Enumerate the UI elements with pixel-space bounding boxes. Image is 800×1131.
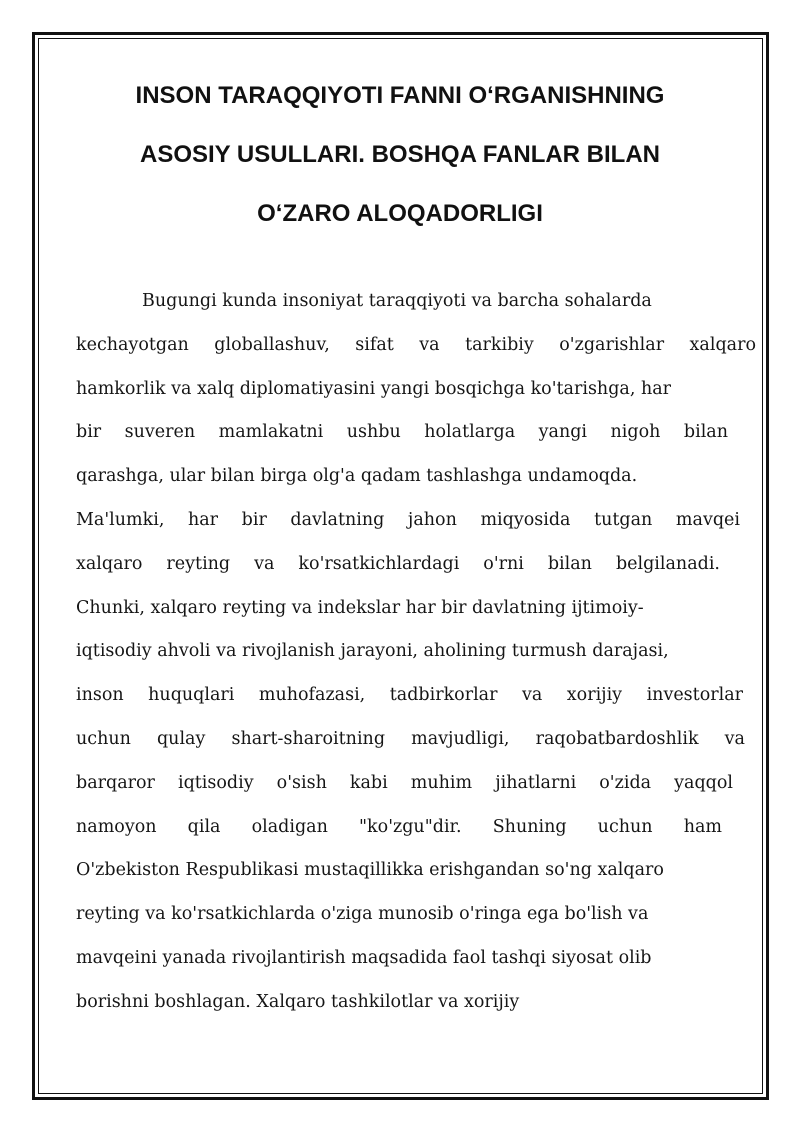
title-line: O‘ZARO ALOQADORLIGI <box>257 200 543 227</box>
body-paragraph <box>76 280 756 1025</box>
body-line: qarashga, ular bilan birga olg'a qadam tashlashga undamoqda. <box>76 466 638 487</box>
body-line: inson huquqlari muhofazasi, tadbirkorlar va xorijiy investorlar <box>76 685 743 706</box>
body-line: borishni boshlagan. Xalqaro tashkilotlar va xorijiy <box>76 991 520 1012</box>
document-title <box>40 66 760 243</box>
body-line: mavqeini yanada rivojlantirish maqsadida faol tashqi siyosat olib <box>76 947 652 968</box>
body-line: iqtisodiy ahvoli va rivojlanish jarayoni, aholining turmush darajasi, <box>76 641 669 662</box>
body-line: reyting va ko'rsatkichlarda o'ziga munosib o'ringa ega bo'lish va <box>76 904 649 925</box>
title-line: INSON TARAQQIYOTI FANNI O‘RGANISHNING <box>135 82 665 109</box>
body-line: barqaror iqtisodiy o'sish kabi muhim jihatlarni o'zida yaqqol <box>76 772 733 793</box>
body-line: Ma'lumki, har bir davlatning jahon miqyosida tutgan mavqei <box>76 509 740 530</box>
body-line: xalqaro reyting va ko'rsatkichlardagi o'rni bilan belgilanadi. <box>76 553 720 574</box>
body-line: Chunki, xalqaro reyting va indekslar har bir davlatning ijtimoiy- <box>76 597 644 618</box>
body-line: bir suveren mamlakatni ushbu holatlarga yangi nigoh bilan <box>76 422 728 443</box>
body-line: Bugungi kunda insoniyat taraqqiyoti va barcha sohalarda <box>142 291 652 311</box>
body-line: kechayotgan globallashuv, sifat va tarkibiy o'zgarishlar xalqaro <box>76 334 756 355</box>
body-line: hamkorlik va xalq diplomatiyasini yangi bosqichga ko'tarishga, har <box>76 378 672 399</box>
title-line: ASOSIY USULLARI. BOSHQA FANLAR BILAN <box>139 141 661 168</box>
body-line: namoyon qila oladigan "ko'zgu"dir. Shuning uchun ham <box>76 816 722 837</box>
body-line: O'zbekiston Respublikasi mustaqillikka erishgandan so'ng xalqaro <box>76 860 664 881</box>
body-line: uchun qulay shart-sharoitning mavjudligi, raqobatbardoshlik va <box>76 728 745 749</box>
